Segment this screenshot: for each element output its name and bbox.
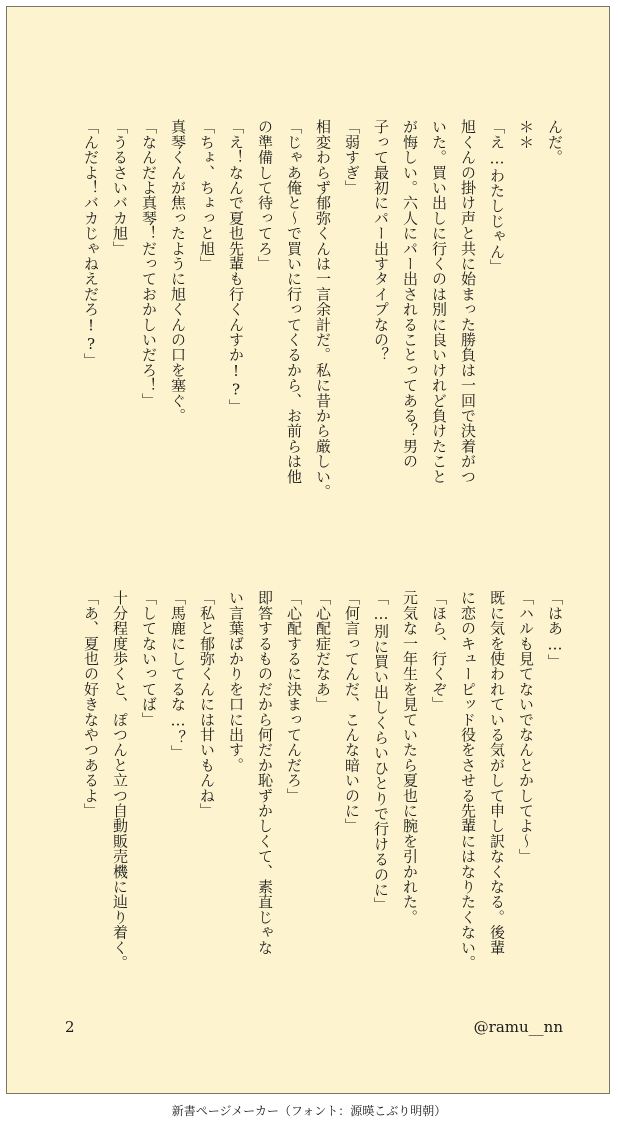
credit-line: 新書ページメーカー（フォント：源暎こぶり明朝） <box>171 1104 447 1118</box>
text-column: 旭くんの掛け声と共に始まった勝負は一回で決着がつ <box>459 119 477 484</box>
text-column: いた。買い出しに行くのは別に良いけれど負けたこと <box>430 119 448 484</box>
book-page <box>6 6 610 1094</box>
text-column: 「心配症だなあ」 <box>314 590 332 712</box>
text-column: 元気な一年生を見ていたら夏也に腕を引かれた。 <box>401 590 419 925</box>
text-column: 「してないってば」 <box>140 590 158 727</box>
text-column: 「馬鹿にしてるな…？」 <box>169 590 187 761</box>
text-column: 「うるさいバカ旭」 <box>111 119 129 256</box>
text-column: 「私と郁弥くんには甘いもんね」 <box>198 590 216 818</box>
text-column: 「はあ…」 <box>546 590 564 669</box>
text-column: 真琴くんが焦ったように旭くんの口を塞ぐ。 <box>169 119 187 423</box>
text-column: の準備して待ってろ」 <box>256 119 274 271</box>
text-column: 子って最初にパー出すタイプなの？ <box>372 119 390 363</box>
text-column: 「ちょ、ちょっと旭」 <box>198 119 216 271</box>
text-column: に恋のキューピッド役をさせる先輩にはなりたくない。 <box>459 590 477 970</box>
text-column: ＊＊ <box>517 119 535 150</box>
text-column: い言葉ばかりを口に出す。 <box>227 590 245 773</box>
text-column: 相変わらず郁弥くんは一言余計だ。私に昔から厳しい。 <box>314 119 332 499</box>
text-column: 「じゃあ俺と〜で買いに行ってくるから、お前らは他 <box>285 119 303 484</box>
author-handle: @ramu__nn <box>473 1018 563 1036</box>
text-column: 即答するものだから何だか恥ずかしくて、素直じゃな <box>256 590 274 955</box>
text-column: 「え！なんで夏也先輩も行くんすか!?」 <box>227 119 245 414</box>
text-column: 既に気を使われている気がして申し訳なくなる。後輩 <box>488 590 506 955</box>
text-column: 「んだよ！バカじゃねえだろ!?」 <box>82 119 100 369</box>
text-column: 「…別に買い出しくらいひとりで行けるのに」 <box>372 590 390 913</box>
text-column: んだ。 <box>546 119 564 165</box>
text-column: 「え…わたしじゃん」 <box>488 119 506 274</box>
text-column: が悔しい。六人にパー出されることってある？男の <box>401 119 419 469</box>
text-column: 「心配するに決まってんだろ」 <box>285 590 303 803</box>
text-column: 「弱すぎ」 <box>343 119 361 195</box>
text-column: 十分程度歩くと、ぽつんと立つ自動販売機に辿り着く。 <box>111 590 129 970</box>
page-number: 2 <box>65 1018 75 1036</box>
text-column: 「ハルも見てないでなんとかしてよ〜」 <box>517 590 535 864</box>
text-column: 「ほら、行くぞ」 <box>430 590 448 712</box>
text-column: 「なんだよ真琴！だっておかしいだろ！」 <box>140 119 158 408</box>
text-column: 「あ、夏也の好きなやつあるよ」 <box>82 590 100 818</box>
text-column: 「何言ってんだ、こんな暗いのに」 <box>343 590 361 834</box>
